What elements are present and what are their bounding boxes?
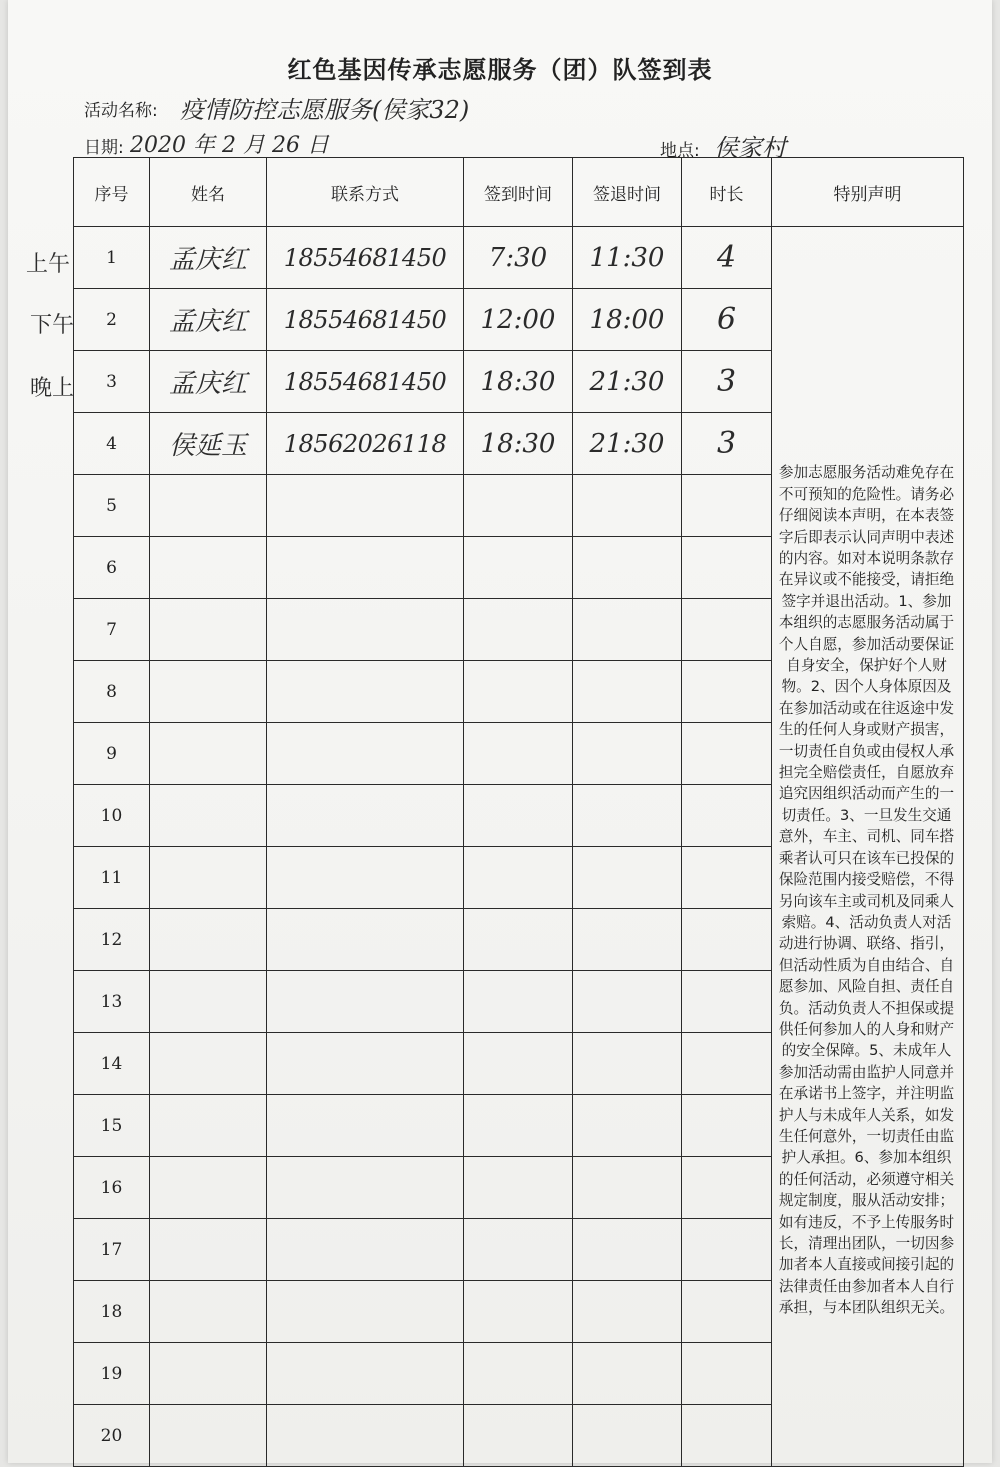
row-number: 4	[74, 413, 150, 475]
row-duration	[682, 1281, 772, 1343]
row-number: 7	[74, 599, 150, 661]
row-name	[150, 785, 267, 847]
row-name	[150, 475, 267, 537]
side-note-morning: 上午	[26, 252, 71, 277]
row-number: 15	[74, 1095, 150, 1157]
row-phone	[267, 1219, 464, 1281]
row-sign-out: 21:30	[573, 413, 682, 475]
row-phone: 18554681450	[267, 227, 464, 289]
row-duration	[682, 847, 772, 909]
row-sign-in	[464, 909, 573, 971]
table-header-row	[74, 158, 964, 227]
row-duration	[682, 1033, 772, 1095]
row-number: 13	[74, 971, 150, 1033]
row-phone	[267, 723, 464, 785]
row-sign-out	[573, 847, 682, 909]
row-sign-out	[573, 537, 682, 599]
row-sign-out	[573, 475, 682, 537]
row-sign-out: 11:30	[573, 227, 682, 289]
row-number: 8	[74, 661, 150, 723]
row-sign-in	[464, 1405, 573, 1467]
declaration-text: 参加志愿服务活动难免存在不可预知的危险性。请务必仔细阅读本声明，在本表签字后即表示认同声明中表述的内容。如对本说明条款存在异议或不能接受，请拒绝签字并退出活动。1、参加本组织的志愿服务活动属于个人自愿，参加活动要保证自身安全，保护好个人财物。2、因个人身体原因及在参加活动或在往返途中发生的任何人身或财产损害，一切责任自负或由侵权人承担完全赔偿责任，自愿放弃追究因组织活动而产生的一切责任。3、一旦发生交通意外，车主、司机、同车搭乘者认可只在该车已投保的保险范围内接受赔偿，不得另向该车主或司机及同乘人索赔。4、活动负责人对活动进行协调、联络、指引，但活动性质为自由结合、自愿参加、风险自担、责任自负。活动负责人不担保或提供任何参加人的人身和财产的安全保障。5、未成年人参加活动需由监护人同意并在承诺书上签字，并注明监护人与未成年人关系，如发生任何意外，一切责任由监护人承担。6、参加本组织的任何活动，必须遵守相关规定制度，服从活动安排；如有违反，不予上传服务时长，清理出团队，一切因参加者本人直接或间接引起的法律责任由参加者本人自行承担，与本团队组织无关。	[772, 227, 964, 1467]
row-sign-in	[464, 537, 573, 599]
row-sign-in	[464, 599, 573, 661]
row-sign-in	[464, 723, 573, 785]
row-phone	[267, 661, 464, 723]
row-sign-in	[464, 1281, 573, 1343]
location-value: 侯家村	[714, 134, 786, 162]
row-duration	[682, 1157, 772, 1219]
row-name	[150, 847, 267, 909]
row-name	[150, 971, 267, 1033]
row-number: 11	[74, 847, 150, 909]
row-sign-in	[464, 1343, 573, 1405]
row-name: 孟庆红	[150, 227, 267, 289]
row-number: 17	[74, 1219, 150, 1281]
date-label: 日期:	[84, 138, 124, 158]
row-phone	[267, 1157, 464, 1219]
row-number: 3	[74, 351, 150, 413]
row-name	[150, 1405, 267, 1467]
row-duration	[682, 661, 772, 723]
row-phone	[267, 1405, 464, 1467]
sign-in-sheet	[8, 0, 992, 1463]
row-name	[150, 1219, 267, 1281]
row-sign-out	[573, 971, 682, 1033]
side-note-afternoon: 下午	[30, 313, 75, 338]
row-sign-out	[573, 1281, 682, 1343]
page-title: 红色基因传承志愿服务（团）队签到表	[287, 56, 713, 84]
sign-in-table	[73, 157, 964, 1467]
row-name	[150, 599, 267, 661]
row-name	[150, 537, 267, 599]
row-phone	[267, 909, 464, 971]
row-duration: 4	[682, 227, 772, 289]
row-sign-out	[573, 909, 682, 971]
row-number: 10	[74, 785, 150, 847]
row-duration: 3	[682, 351, 772, 413]
row-duration: 6	[682, 289, 772, 351]
row-phone	[267, 599, 464, 661]
row-sign-in	[464, 475, 573, 537]
row-name	[150, 1095, 267, 1157]
row-name	[150, 1033, 267, 1095]
row-phone: 18554681450	[267, 351, 464, 413]
row-sign-in	[464, 1095, 573, 1157]
row-phone: 18554681450	[267, 289, 464, 351]
row-number: 18	[74, 1281, 150, 1343]
row-duration	[682, 475, 772, 537]
row-number: 20	[74, 1405, 150, 1467]
row-duration	[682, 1219, 772, 1281]
row-name: 孟庆红	[150, 289, 267, 351]
row-number: 9	[74, 723, 150, 785]
row-name	[150, 1343, 267, 1405]
table-row	[74, 227, 964, 289]
row-phone	[267, 1343, 464, 1405]
activity-label: 活动名称:	[84, 101, 158, 121]
location-label: 地点:	[660, 141, 700, 161]
row-sign-in: 7:30	[464, 227, 573, 289]
row-duration	[682, 971, 772, 1033]
row-number: 1	[74, 227, 150, 289]
activity-value: 疫情防控志愿服务(侯家32)	[180, 96, 470, 124]
date-value: 2020 年 2 月 26 日	[130, 133, 329, 158]
row-sign-out: 21:30	[573, 351, 682, 413]
header-sign-in-time: 签到时间	[464, 158, 573, 227]
row-sign-in	[464, 785, 573, 847]
row-sign-in	[464, 661, 573, 723]
header-declaration: 特别声明	[772, 158, 964, 227]
row-name	[150, 1281, 267, 1343]
row-sign-out	[573, 785, 682, 847]
header-number: 序号	[74, 158, 150, 227]
row-sign-in: 12:00	[464, 289, 573, 351]
row-name	[150, 909, 267, 971]
row-sign-out	[573, 661, 682, 723]
row-sign-in	[464, 847, 573, 909]
row-sign-out	[573, 723, 682, 785]
row-sign-in: 18:30	[464, 351, 573, 413]
row-phone	[267, 785, 464, 847]
row-duration: 3	[682, 413, 772, 475]
side-note-evening: 晚上	[30, 376, 75, 401]
header-sign-out-time: 签退时间	[573, 158, 682, 227]
row-sign-in	[464, 1157, 573, 1219]
row-name	[150, 1157, 267, 1219]
row-number: 6	[74, 537, 150, 599]
row-sign-out	[573, 1343, 682, 1405]
row-phone	[267, 1281, 464, 1343]
row-phone	[267, 1095, 464, 1157]
row-number: 16	[74, 1157, 150, 1219]
header-contact: 联系方式	[267, 158, 464, 227]
row-sign-out	[573, 1219, 682, 1281]
row-sign-in	[464, 971, 573, 1033]
row-name: 侯延玉	[150, 413, 267, 475]
row-sign-out	[573, 1033, 682, 1095]
header-name: 姓名	[150, 158, 267, 227]
row-sign-out: 18:00	[573, 289, 682, 351]
row-sign-out	[573, 1157, 682, 1219]
row-duration	[682, 785, 772, 847]
row-number: 5	[74, 475, 150, 537]
row-phone: 18562026118	[267, 413, 464, 475]
row-duration	[682, 599, 772, 661]
row-number: 14	[74, 1033, 150, 1095]
row-number: 2	[74, 289, 150, 351]
row-number: 19	[74, 1343, 150, 1405]
row-number: 12	[74, 909, 150, 971]
row-sign-out	[573, 1095, 682, 1157]
row-sign-in: 18:30	[464, 413, 573, 475]
row-duration	[682, 723, 772, 785]
row-duration	[682, 537, 772, 599]
row-name: 孟庆红	[150, 351, 267, 413]
row-phone	[267, 971, 464, 1033]
row-sign-out	[573, 599, 682, 661]
row-name	[150, 723, 267, 785]
row-phone	[267, 1033, 464, 1095]
row-sign-in	[464, 1219, 573, 1281]
header-duration: 时长	[682, 158, 772, 227]
row-duration	[682, 1405, 772, 1467]
row-duration	[682, 1343, 772, 1405]
row-duration	[682, 1095, 772, 1157]
row-duration	[682, 909, 772, 971]
row-phone	[267, 475, 464, 537]
row-name	[150, 661, 267, 723]
row-phone	[267, 847, 464, 909]
row-sign-out	[573, 1405, 682, 1467]
row-phone	[267, 537, 464, 599]
row-sign-in	[464, 1033, 573, 1095]
